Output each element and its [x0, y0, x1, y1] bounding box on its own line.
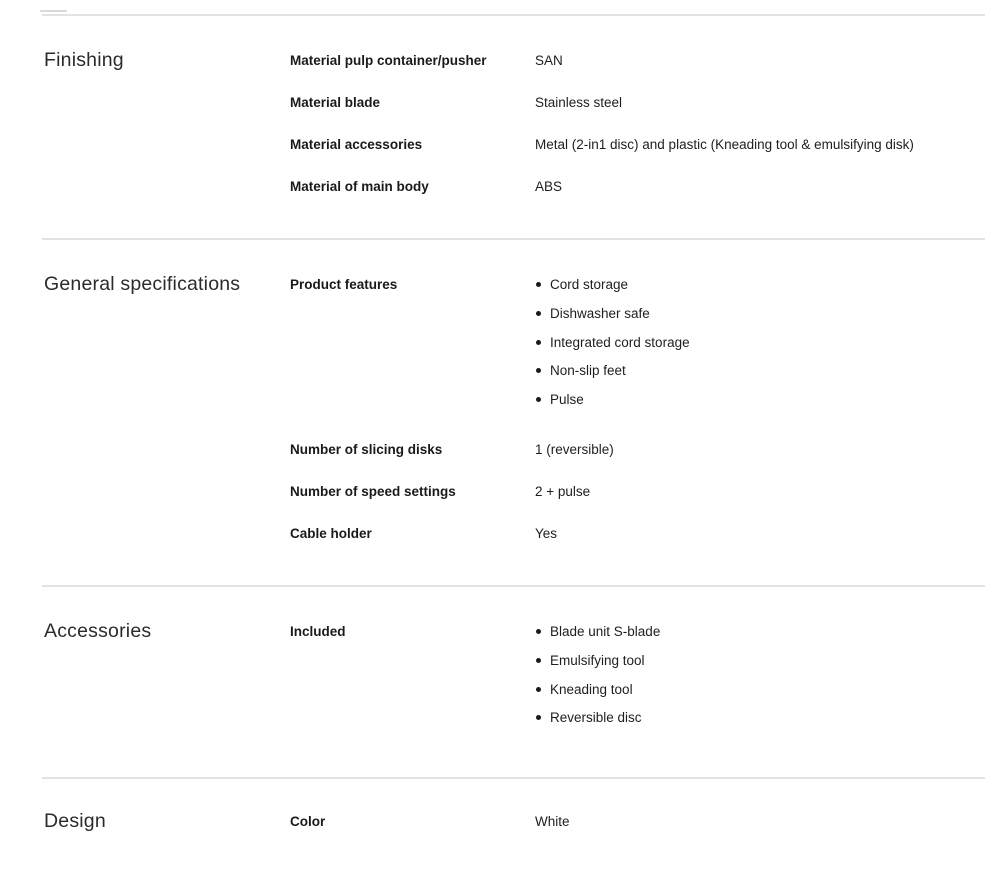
bullet-icon — [536, 715, 541, 720]
spec-row — [290, 525, 985, 567]
spec-section — [0, 587, 995, 777]
spec-bullet-text: Blade unit S-blade — [550, 623, 661, 639]
spec-bullet-item — [535, 391, 690, 420]
bullet-icon — [536, 658, 541, 663]
spec-bullet-item — [535, 681, 660, 710]
spec-label: Material of main body — [290, 179, 429, 194]
spec-label: Number of slicing disks — [290, 441, 443, 457]
section-rows — [290, 813, 985, 855]
spec-label: Number of speed settings — [290, 483, 456, 499]
bullet-icon — [536, 311, 541, 316]
bullet-icon — [536, 397, 541, 402]
spec-bullet-item — [535, 334, 690, 363]
section-title: Accessories — [44, 619, 152, 642]
spec-bullet-list — [535, 623, 660, 738]
spec-bullet-item — [535, 276, 690, 305]
section-title: Finishing — [44, 49, 124, 71]
bullet-icon — [536, 368, 541, 373]
spec-row — [290, 94, 985, 136]
spec-row — [290, 136, 985, 178]
active-tab-underline — [40, 10, 67, 12]
spec-bullet-text: Pulse — [550, 392, 584, 408]
spec-label: Product features — [290, 277, 398, 292]
section-rows — [290, 623, 985, 759]
spec-bullet-item — [535, 623, 660, 652]
spec-label: Material pulp container/pusher — [290, 53, 487, 68]
spec-value: SAN — [535, 53, 563, 68]
spec-row — [290, 178, 985, 220]
section-title: Design — [44, 810, 106, 833]
spec-bullet-text: Emulsifying tool — [550, 652, 645, 668]
spec-label: Color — [290, 814, 326, 830]
spec-bullet-text: Dishwasher safe — [550, 305, 650, 321]
spec-label: Cable holder — [290, 525, 372, 541]
spec-sections — [0, 16, 995, 873]
spec-value: Stainless steel — [535, 95, 623, 110]
spec-row — [290, 813, 985, 855]
section-title: General specifications — [44, 273, 241, 295]
spec-row — [290, 483, 985, 525]
spec-section — [0, 240, 995, 585]
bullet-icon — [536, 282, 541, 287]
spec-row — [290, 52, 985, 94]
spec-label: Material blade — [290, 95, 381, 110]
spec-bullet-text: Reversible disc — [550, 710, 642, 726]
spec-row — [290, 276, 985, 441]
spec-bullet-item — [535, 362, 690, 391]
spec-label: Material accessories — [290, 137, 423, 152]
spec-row — [290, 441, 985, 483]
section-rows — [290, 52, 985, 220]
section-rows — [290, 276, 985, 567]
spec-value: 1 (reversible) — [535, 441, 614, 457]
spec-bullet-item — [535, 305, 690, 334]
bullet-icon — [536, 340, 541, 345]
spec-section — [0, 16, 995, 238]
spec-value: Yes — [535, 525, 558, 541]
spec-section — [0, 779, 995, 873]
spec-row — [290, 623, 985, 759]
spec-bullet-text: Cord storage — [550, 277, 629, 292]
spec-value: White — [535, 814, 570, 830]
spec-bullet-item — [535, 709, 660, 738]
spec-value: ABS — [535, 179, 563, 194]
spec-bullet-text: Integrated cord storage — [550, 334, 690, 350]
bullet-icon — [536, 687, 541, 692]
bullet-icon — [536, 629, 541, 634]
spec-value: Metal (2-in1 disc) and plastic (Kneading tool & emulsifying disk) — [535, 137, 914, 152]
spec-bullet-list — [535, 276, 690, 420]
spec-bullet-text: Kneading tool — [550, 681, 633, 697]
spec-bullet-item — [535, 652, 660, 681]
spec-value: 2 + pulse — [535, 483, 591, 499]
spec-label: Included — [290, 623, 346, 639]
spec-bullet-text: Non-slip feet — [550, 363, 626, 379]
